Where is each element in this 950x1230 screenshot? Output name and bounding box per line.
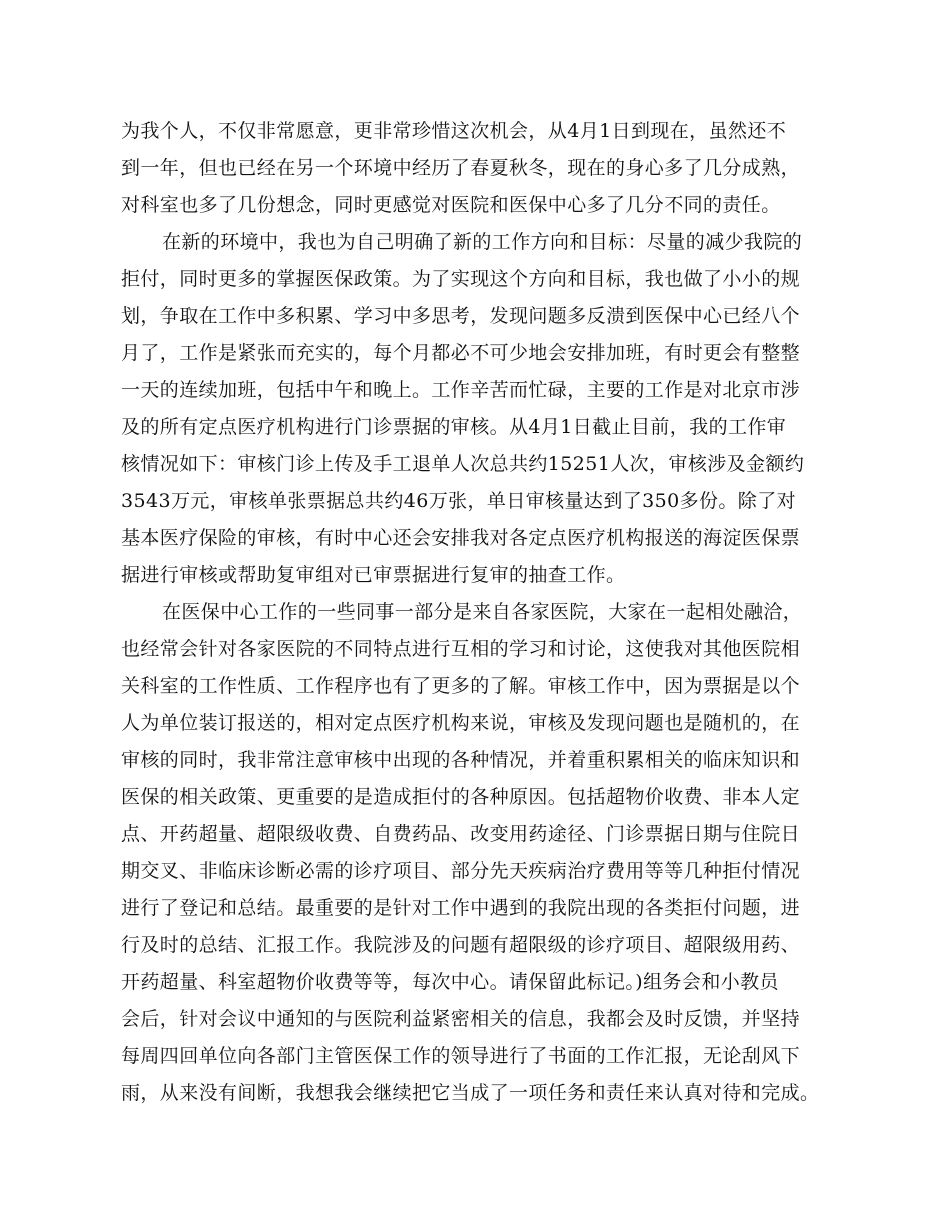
paragraph-first-line: 在医保中心工作的一些同事一部分是来自各家医院，大家在一起相处融洽， <box>162 601 803 623</box>
text-line: 审核的同时，我非常注意审核中出现的各种情况，并着重积累相关的临床知识和 <box>121 749 801 771</box>
text-line: 关科室的工作性质、工作程序也有了更多的了解。审核工作中，因为票据是以个 <box>121 675 801 697</box>
text-line: 一天的连续加班，包括中午和晚上。工作辛苦而忙碌，主要的工作是对北京市涉 <box>121 379 801 401</box>
text-line: 拒付，同时更多的掌握医保政策。为了实现这个方向和目标，我也做了小小的规 <box>121 268 801 290</box>
text-line: 点、开药超量、超限级收费、自费药品、改变用药途径、门诊票据日期与住院日 <box>121 823 801 845</box>
text-line: 对科室也多了几份想念，同时更感觉对医院和医保中心多了几分不同的责任。 <box>121 194 781 216</box>
document-body <box>121 113 841 1112</box>
text-line: 进行了登记和总结。最重要的是针对工作中遇到的我院出现的各类拒付问题，进 <box>121 897 801 919</box>
text-line: 会后，针对会议中通知的与医院利益紧密相关的信息，我都会及时反馈，并坚持 <box>121 1008 801 1030</box>
text-line: 3543万元，审核单张票据总共约46万张，单日审核量达到了350多份。除了对 <box>121 490 796 512</box>
text-line: 划，争取在工作中多积累、学习中多思考，发现问题多反溃到医保中心已经八个 <box>121 305 801 327</box>
text-line: 开药超量、科室超物价收费等等，每次中心。请保留此标记。)组务会和小教员 <box>121 971 779 993</box>
text-line: 核情况如下：审核门诊上传及手工退单人次总共约15251人次，审核涉及金额约 <box>121 453 805 475</box>
text-line: 人为单位装订报送的，相对定点医疗机构来说，审核及发现问题也是随机的，在 <box>121 712 801 734</box>
text-line: 也经常会针对各家医院的不同特点进行互相的学习和讨论，这使我对其他医院相 <box>121 638 801 660</box>
text-line: 基本医疗保险的审核，有时中心还会安排我对各定点医疗机构报送的海淀医保票 <box>121 527 801 549</box>
paragraph-first-line: 在新的环境中，我也为自己明确了新的工作方向和目标：尽量的减少我院的 <box>162 231 803 253</box>
text-line: 雨，从来没有间断，我想我会继续把它当成了一项任务和责任来认真对待和完成。 <box>121 1082 820 1104</box>
text-line: 每周四回单位向各部门主管医保工作的领导进行了书面的工作汇报，无论刮风下 <box>121 1045 801 1067</box>
text-line: 月了，工作是紧张而充实的，每个月都必不可少地会安排加班，有时更会有整整 <box>121 342 801 364</box>
text-line: 期交叉、非临床诊断必需的诊疗项目、部分先天疾病治疗费用等等几种拒付情况 <box>121 860 801 882</box>
text-line: 及的所有定点医疗机构进行门诊票据的审核。从4月1日截止目前，我的工作审 <box>121 416 787 438</box>
text-line: 据进行审核或帮助复审组对已审票据进行复审的抽查工作。 <box>121 564 626 586</box>
text-line: 行及时的总结、汇报工作。我院涉及的问题有超限级的诊疗项目、超限级用药、 <box>121 934 801 956</box>
text-line: 到一年，但也已经在另一个环境中经历了春夏秋冬，现在的身心多了几分成熟， <box>121 157 801 179</box>
text-line: 医保的相关政策、更重要的是造成拒付的各种原因。包括超物价收费、非本人定 <box>121 786 801 808</box>
text-line: 为我个人，不仅非常愿意，更非常珍惜这次机会，从4月1日到现在，虽然还不 <box>121 120 787 142</box>
